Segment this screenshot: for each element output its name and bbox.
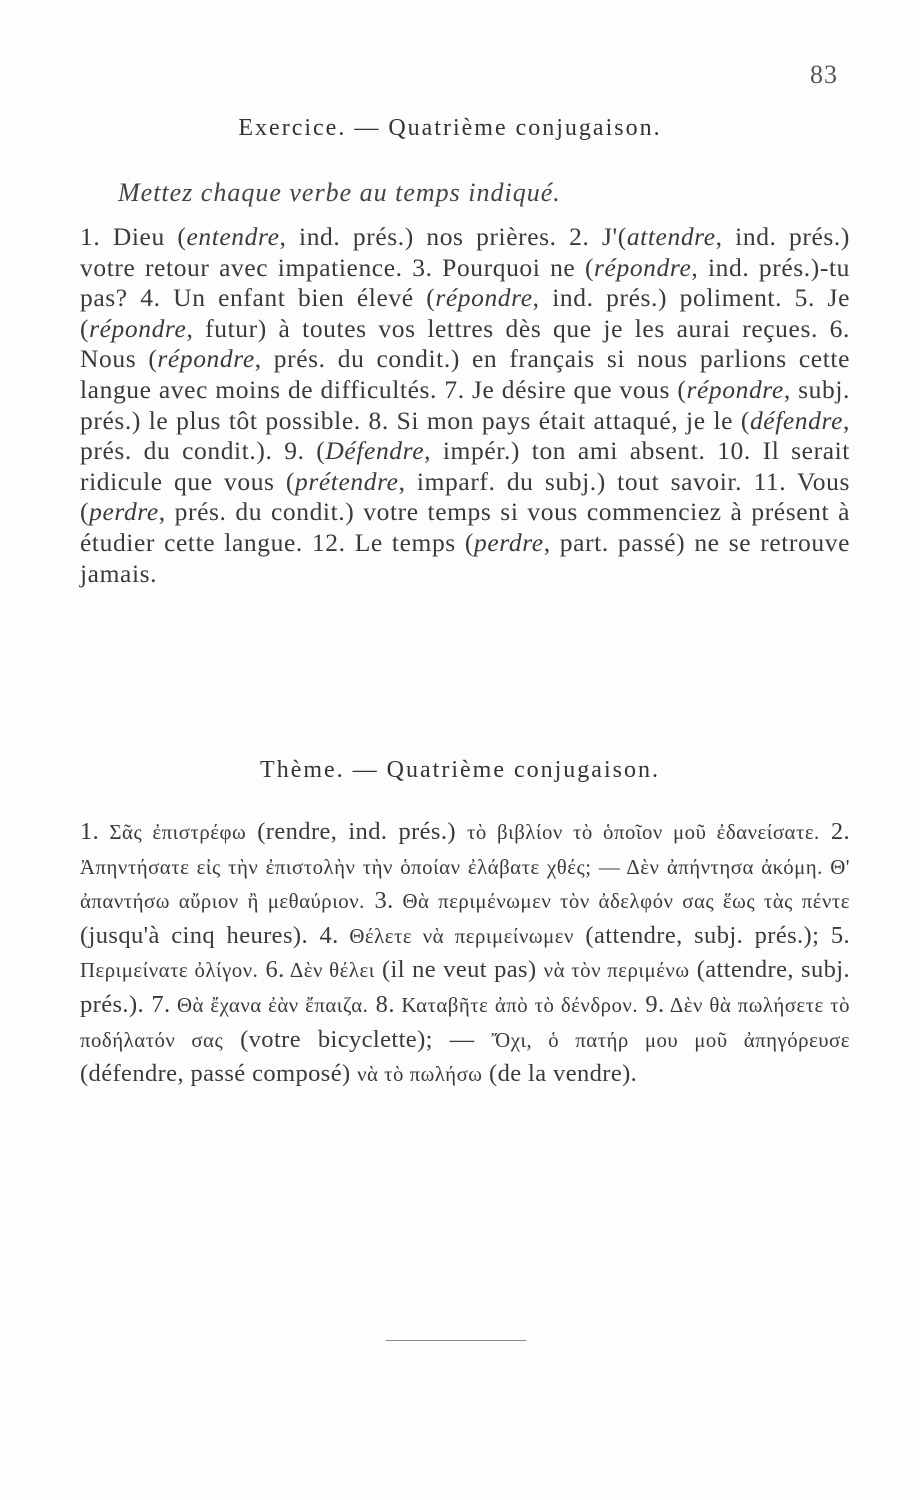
verb-infinitive: défendre (749, 405, 844, 435)
sentence-text: J'( (589, 222, 627, 251)
sentence-number: 8. (368, 990, 395, 1018)
theme-heading: Thème. — Quatrième conjugaison. (260, 757, 660, 783)
sentence-number: 10. (717, 436, 751, 466)
sentence-number: 4. (307, 921, 339, 949)
greek-text: Δὲν θὰ πωλήσετε τὸ ποδήλατόν σας (80, 992, 851, 1052)
verb-infinitive: répondre (157, 344, 255, 374)
sentence-text: ( (304, 436, 326, 466)
sentence-number: 1. (80, 818, 100, 845)
greek-text: Περιμείνατε ὀλίγον. (80, 958, 259, 983)
verb-infinitive: répondre (594, 252, 692, 282)
page-number: 83 (810, 60, 838, 89)
sentence-text: , prés. du condit.) en français si nous parlions cette langue avec moins de difficultés. (80, 344, 850, 404)
sentence-number: 4. (140, 283, 161, 313)
sentence-text: , part. passé) ne se retrouve jamais. (80, 527, 850, 588)
verb-infinitive: répondre (89, 313, 187, 343)
exercise-text (80, 222, 850, 589)
verb-infinitive: répondre (686, 374, 784, 404)
sentence-text: Je ( (80, 283, 850, 343)
sentence-text: Si mon pays était attaqué, je le ( (388, 405, 750, 435)
french-gloss: (de la vendre). (482, 1060, 638, 1088)
french-gloss: (il ne veut pas) (374, 956, 544, 984)
greek-text: Ὄχι, ὁ πατήρ μου μοῦ ἀπηγόρευσε (491, 1027, 850, 1052)
sentence-text: Il serait ridicule que vous ( (80, 436, 850, 496)
greek-text: Σᾶς ἐπιστρέφω (99, 820, 247, 844)
verb-infinitive: entendre (186, 222, 280, 251)
sentence-text: Dieu ( (100, 222, 187, 251)
sentence-number: 6. (258, 956, 285, 984)
verb-infinitive: Défendre (325, 436, 425, 466)
sentence-number: 5. (794, 283, 815, 313)
sentence-number: 9. (638, 990, 665, 1018)
french-gloss: (attendre, subj. prés.). (80, 956, 850, 1018)
theme-text (80, 815, 850, 1092)
sentence-text: Le temps ( (345, 527, 475, 557)
sentence-number: 2. (569, 222, 590, 251)
greek-text: Δὲν θέλει (284, 958, 375, 983)
verb-infinitive: répondre (435, 283, 533, 313)
sentence-text: Nous ( (80, 344, 158, 374)
verb-infinitive: prétendre (295, 466, 399, 496)
greek-text: τὸ βιβλίον τὸ ὁποῖον μοῦ ἐδανείσατε. (467, 820, 820, 844)
sentence-text: , subj. prés.) le plus tôt possible. (80, 374, 850, 435)
sentence-text: , ind. prés.) votre retour avec impatience. (80, 222, 850, 282)
sentence-number: 6. (829, 313, 850, 343)
greek-text: νὰ τὸ πωλήσω (357, 1062, 483, 1087)
sentence-text: , ind. prés.) nos prières. (279, 222, 570, 251)
french-gloss: (défendre, passé composé) (80, 1060, 358, 1088)
french-gloss: (attendre, subj. prés.); (573, 921, 820, 949)
sentence-number: 7. (444, 374, 465, 404)
greek-text: Θὰ περιμένωμεν τὸν ἀδελφόν σας ἕως τὰς πέντε (393, 889, 850, 914)
greek-text: Ἀπηντήσατε εἰς τὴν ἐπιστολὴν τὴν ὁποίαν ἐλάβατε χθές; — Δὲν ἀπήντησα ἀκόμη. Θ' ἀπαντήσω αὔριον ἢ μεθαύριον. (80, 854, 850, 914)
sentence-text: Vous ( (80, 466, 851, 527)
french-gloss: (rendre, ind. prés.) (246, 818, 468, 845)
greek-text: νὰ τὸν περιμένω (543, 958, 690, 983)
greek-text: Θέλετε νὰ περιμείνωμεν (338, 923, 574, 948)
greek-text: Καταβῆτε ἀπὸ τὸ δένδρον. (394, 992, 639, 1017)
sentence-number: 2. (819, 818, 850, 845)
sentence-text: , impér.) ton ami absent. (424, 436, 718, 466)
sentence-text: Pourquoi ne ( (432, 252, 595, 282)
sentence-text: Un enfant bien élevé ( (160, 283, 436, 313)
exercise-instruction: Mettez chaque verbe au temps indiqué. (118, 178, 561, 207)
sentence-number: 3. (412, 252, 433, 282)
sentence-number: 1. (80, 222, 101, 251)
exercise-heading: Exercice. — Quatrième conjugaison. (238, 115, 662, 141)
sentence-number: 5. (819, 921, 851, 949)
sentence-number: 7. (144, 990, 171, 1018)
sentence-text: Je désire que vous ( (464, 374, 687, 404)
verb-infinitive: perdre (89, 497, 159, 527)
sentence-number: 11. (753, 466, 787, 496)
sentence-text: , prés. du condit.). (80, 405, 850, 466)
sentence-text: , futur) à toutes vos lettres dès que je les aurai reçues. (186, 313, 830, 343)
sentence-number: 8. (368, 405, 389, 435)
verb-infinitive: attendre (626, 222, 716, 251)
french-gloss: (jusqu'à cinq heures). (80, 921, 308, 949)
greek-text: Θὰ ἔχανα ἐὰν ἔπαιζα. (170, 992, 369, 1017)
section-divider (386, 1340, 526, 1341)
sentence-text: , prés. du condit.) votre temps si vous commenciez à présent à étudier cette langue. (80, 497, 850, 557)
sentence-text: , ind. prés.) poliment. (532, 283, 795, 313)
sentence-number: 12. (311, 527, 346, 557)
sentence-text: , imparf. du subj.) tout savoir. (398, 466, 754, 496)
sentence-number: 9. (284, 436, 305, 466)
sentence-text: , ind. prés.)-tu pas? (80, 252, 850, 313)
sentence-number: 3. (364, 887, 394, 915)
verb-infinitive: perdre (474, 527, 544, 557)
french-gloss: (votre bicyclette); — (223, 1025, 492, 1053)
